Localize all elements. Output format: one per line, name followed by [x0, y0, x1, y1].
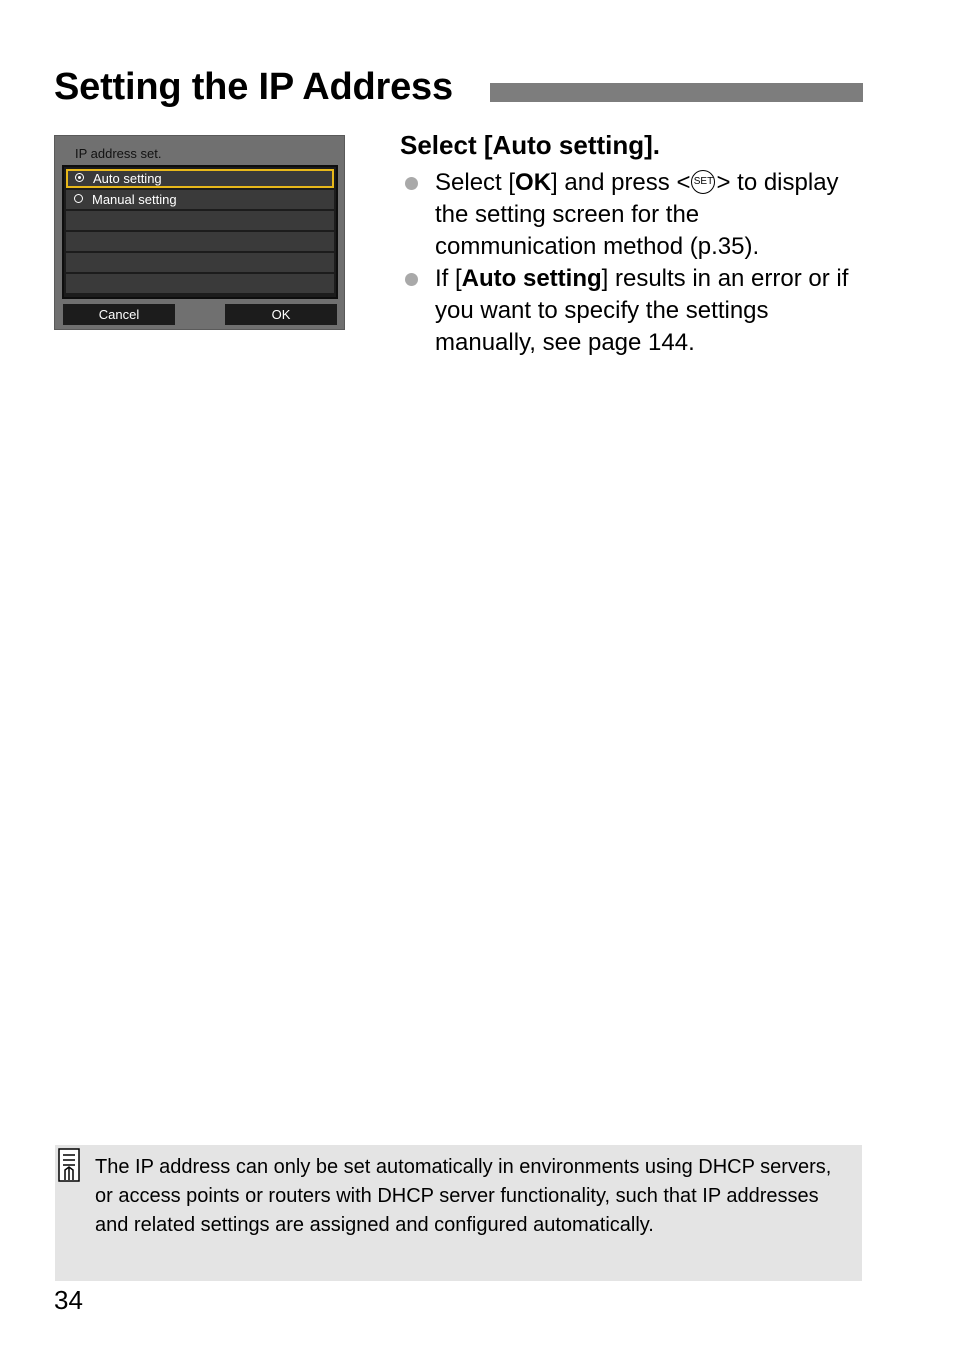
page-title: Setting the IP Address — [54, 66, 453, 108]
cancel-button[interactable]: Cancel — [63, 304, 175, 325]
instruction-bullet-1: Select [OK] and press < SET > to display the setting screen for the communication method (p.35). — [435, 169, 839, 260]
empty-row — [66, 274, 334, 293]
camera-screen — [54, 135, 345, 330]
bullet-icon — [405, 177, 418, 190]
empty-row — [66, 211, 334, 230]
option-label: Manual setting — [92, 192, 177, 207]
instruction-bullet-2: If [Auto setting] results in an error or if you want to specify the settings manually, see page 144. — [435, 265, 849, 356]
memo-icon — [58, 1148, 80, 1182]
empty-row — [66, 253, 334, 272]
option-manual-setting[interactable] — [66, 190, 334, 209]
note-box — [55, 1145, 862, 1281]
option-label: Auto setting — [93, 171, 162, 186]
option-list — [62, 165, 338, 299]
radio-unselected-icon — [74, 194, 83, 203]
screen-title: IP address set. — [75, 146, 162, 161]
option-auto-setting[interactable] — [66, 169, 334, 188]
step-heading: Select [Auto setting]. — [400, 130, 661, 160]
page-number: 34 — [54, 1285, 83, 1315]
empty-row — [66, 232, 334, 251]
ok-button[interactable]: OK — [225, 304, 337, 325]
set-button-icon: SET — [691, 170, 715, 194]
title-divider-bar — [490, 83, 863, 102]
note-text: The IP address can only be set automatically in environments using DHCP servers, or access points or routers with DHCP server functionality, such that IP addresses and related settings are assigned and configured automatically. — [95, 1156, 832, 1236]
radio-selected-icon — [75, 173, 84, 182]
bullet-icon — [405, 273, 418, 286]
